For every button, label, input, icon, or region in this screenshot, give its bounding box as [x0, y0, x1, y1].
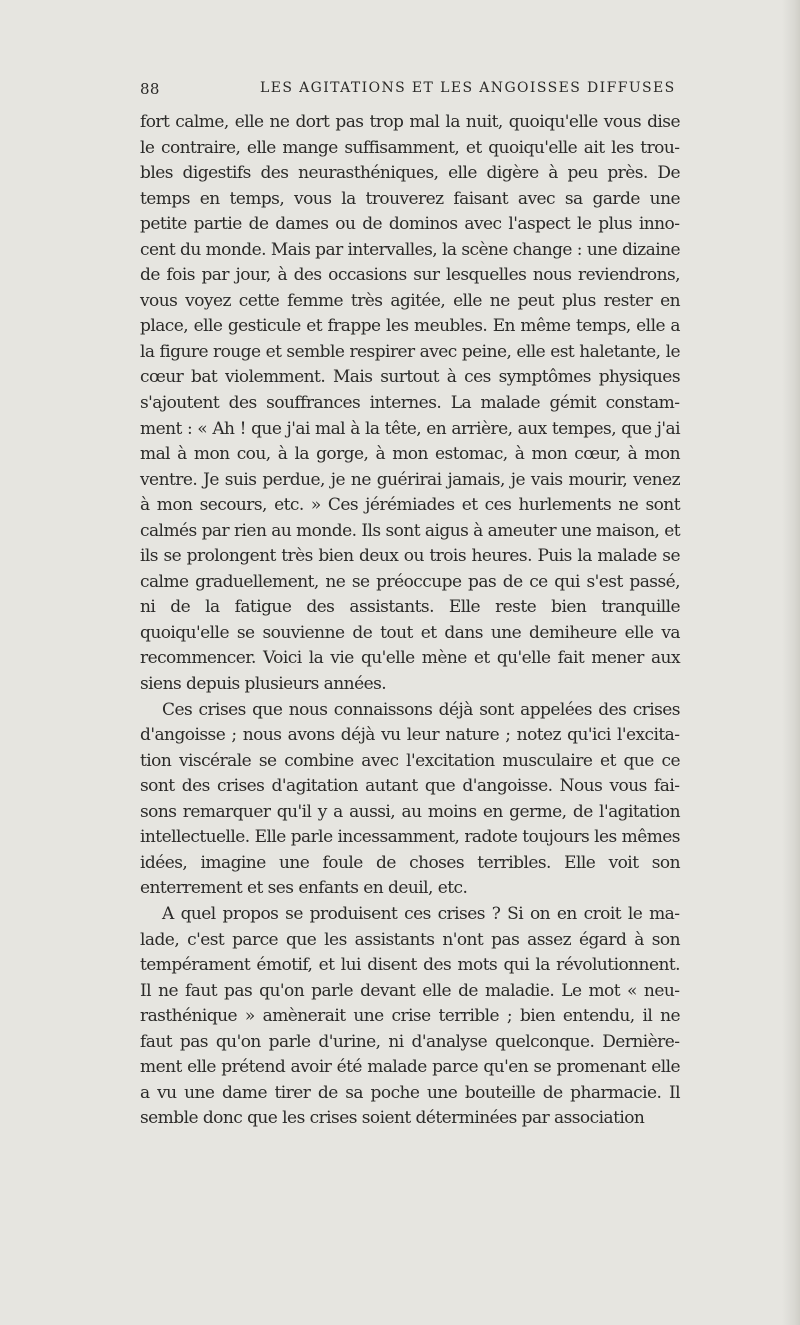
paragraph-1: fort calme, elle ne dort pas trop mal la nuit, quoiqu'elle vous dise le contraire, elle mange suffisamment, et quoiqu'elle ait les troubles digestifs des neurasthéniques, elle digère à peu près. De temps en temps, vous la trouverez faisant avec sa garde une petite partie de dames ou de dominos avec l'aspect le plus innocent du monde. Mais par intervalles, la scène change : une dizaine de fois par jour, à des occasions sur lesquelles nous reviendrons, vous voyez cette femme très agitée, elle ne peut plus rester en place, elle gesticule et frappe les meubles. En même temps, elle a la figure rouge et semble respirer avec peine, elle est haletante, le cœur bat violemment. Mais surtout à ces symptômes physiques s'ajoutent des souffrances internes. La malade gémit constamment : « Ah ! que j'ai mal à la tête, en arrière, aux tempes, que j'ai mal à mon cou, à la gorge, à mon estomac, à mon cœur, à mon ventre. Je suis perdue, je ne guérirai jamais, je vais mourir, venez à mon secours, etc. » Ces jérémiades et ces hurlements ne sont calmés par rien au monde. Ils sont aigus à ameuter une maison, et ils se prolongent très bien deux ou trois heures. Puis la malade se calme graduellement, ne se préoccupe pas de ce qui s'est passé, ni de la fatigue des assistants. Elle reste bien tranquille quoiqu'elle se souvienne de tout et dans une demiheure elle va recommencer. Voici la vie qu'elle mène et qu'elle fait mener aux siens depuis plusieurs années. — [140, 112, 680, 695]
running-head: LES AGITATIONS ET LES ANGOISSES DIFFUSES — [260, 80, 676, 96]
paragraph-2: Ces crises que nous connaissons déjà sont appelées des crises d'angoisse ; nous avons déjà vu leur nature ; notez qu'ici l'excitation viscérale se combine avec l'excitation musculaire et que ce sont des crises d'agitation autant que d'angoisse. Nous vous faisons remarquer qu'il y a aussi, au moins en germe, de l'agitation intellectuelle. Elle parle incessamment, radote toujours les mêmes idées, imagine une foule de choses terribles. Elle voit son enterrement et ses enfants en deuil, etc. — [140, 699, 680, 899]
page-edge-shadow — [782, 0, 800, 1325]
paragraph-3: A quel propos se produisent ces crises ? Si on en croit le malade, c'est parce que les assistants n'ont pas assez égard à son tempérament émotif, et lui disent des mots qui la révolutionnent. Il ne faut pas qu'on parle devant elle de maladie. Le mot « neurasthénique » amènerait une crise terrible ; bien entendu, il ne faut pas qu'on parle d'urine, ni d'analyse quelconque. Dernièrement elle prétend avoir été malade parce qu'en se promenant elle a vu une dame tirer de sa poche une bouteille de pharmacie. Il semble donc que les crises soient déterminées par association — [140, 903, 680, 1129]
body-text — [140, 110, 680, 1132]
page-header — [140, 80, 680, 106]
page-number: 88 — [140, 80, 160, 98]
